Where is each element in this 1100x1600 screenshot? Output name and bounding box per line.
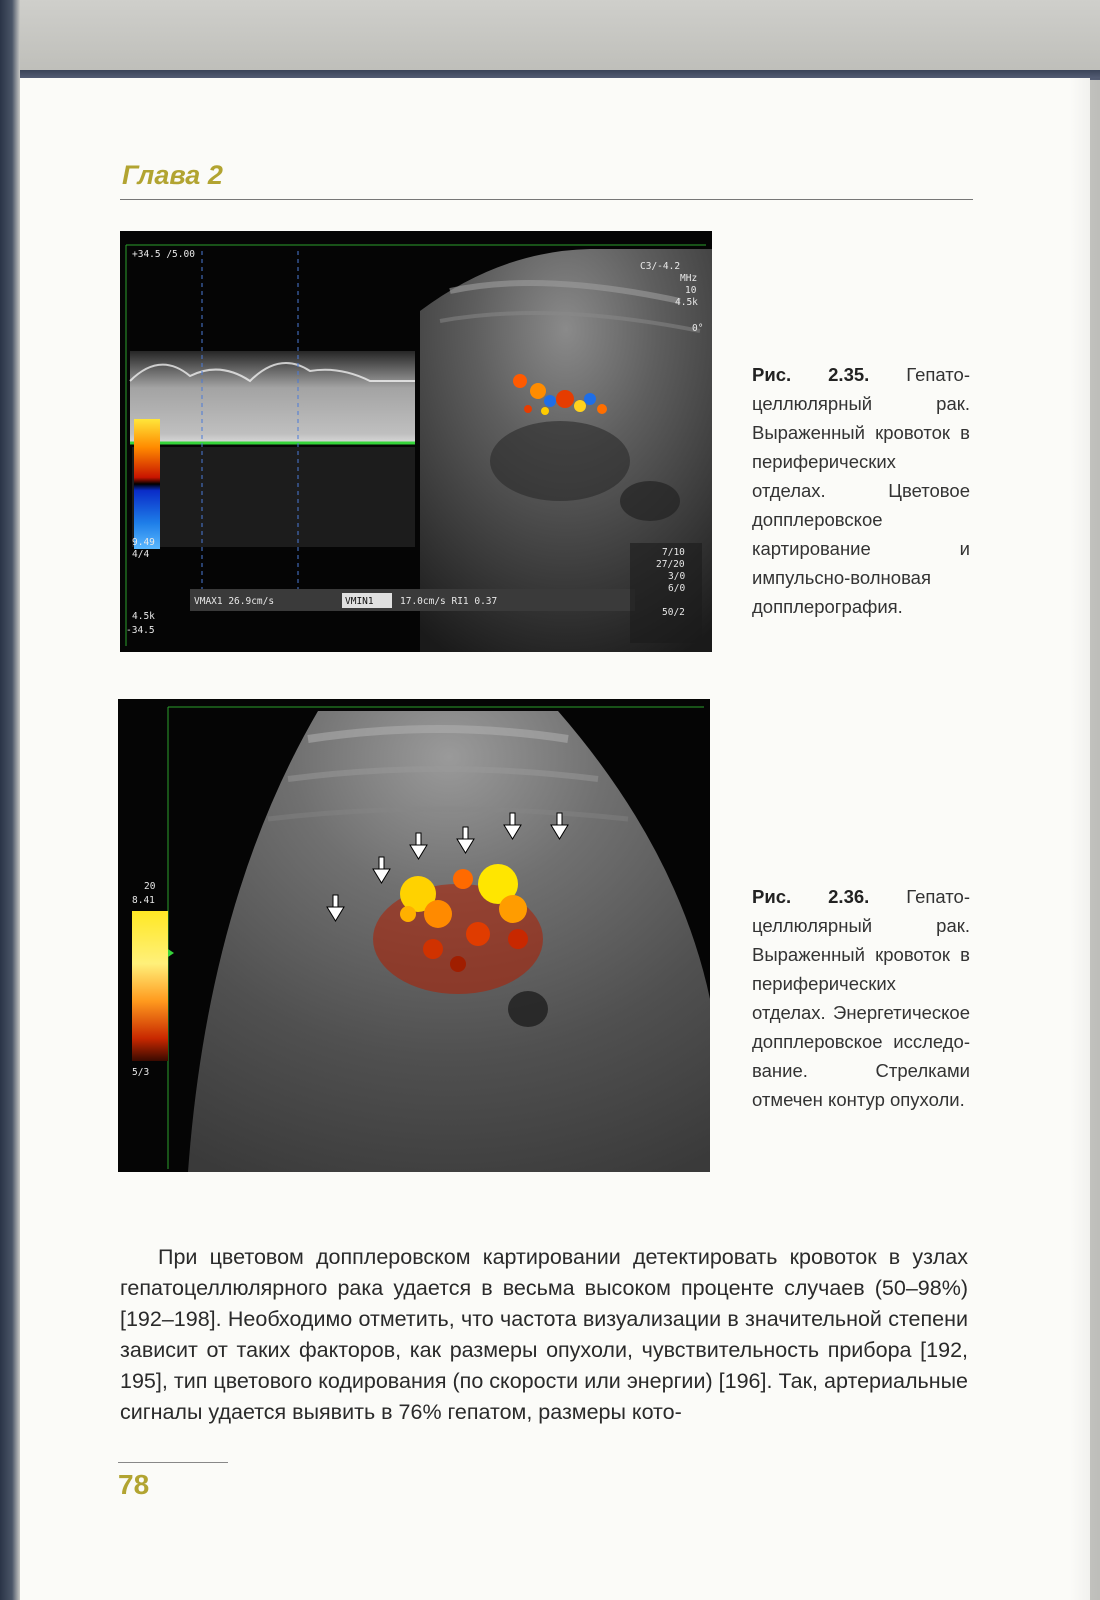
- caption-text: Гепатоцеллюлярный рак. Выраженный кровоток в периферических отделах. Энергетическое допплеровское исследование. Стрелками отмечен контур опухоли.: [752, 886, 970, 1110]
- scale-value-label: 9.49: [132, 537, 155, 548]
- top-scale-label: +34.5 /5.00: [132, 249, 195, 260]
- caption-text: Гепатоцеллюлярный рак. Выраженный кровоток в периферических отделах. Цветовое допплеровское картирование и импульсно-волновая допплерография.: [752, 364, 970, 617]
- doppler-spectral-image: [120, 231, 712, 652]
- prf-label: 4.5k: [132, 611, 155, 622]
- page-number: 78: [118, 1469, 150, 1500]
- figure-2-36-ultrasound: [118, 699, 710, 1172]
- vmin-value: 17.0cm/s RI1 0.37: [400, 596, 498, 607]
- depth-label: 10: [685, 285, 697, 296]
- scale-value-label: 8.41: [132, 895, 155, 906]
- scan-background: [0, 0, 1100, 78]
- bottom-scale-label: -34.5: [126, 625, 155, 636]
- probe-label: C3/-4.2: [640, 261, 681, 272]
- book-cover-edge: [0, 0, 20, 1600]
- scale-ratio-label: 4/4: [132, 549, 150, 560]
- param-1: 7/10: [662, 547, 685, 558]
- footer-rule: [118, 1462, 228, 1463]
- page-shadow: [1070, 78, 1100, 1600]
- param-3: 3/0: [668, 571, 686, 582]
- chapter-heading: Глава 2: [122, 160, 223, 190]
- velocity-color-bar: [134, 419, 160, 549]
- figure-2-35-ultrasound: [120, 231, 712, 652]
- figure-2-36-caption: [752, 882, 970, 1114]
- param-5: 50/2: [662, 607, 685, 618]
- vmin-label: VMIN1: [345, 596, 374, 607]
- figure-2-35-caption: [752, 360, 970, 621]
- param-2: 27/20: [656, 559, 685, 570]
- header-rule: [120, 199, 973, 200]
- scale-top-label: 20: [144, 881, 156, 892]
- angle-label: 0°: [692, 323, 704, 334]
- caption-number: Рис. 2.35.: [752, 364, 870, 385]
- caption-number: Рис. 2.36.: [752, 886, 870, 907]
- scale-bottom-label: 5/3: [132, 1067, 150, 1078]
- body-paragraph: При цветовом допплеровском картировании детектировать кровоток в узлах гепатоцеллюлярного рака удается в весьма высоком проценте случаев (50–98%) [192–198]. Необходимо отметить, что частота визуализации в значительной степени зависит от таких факторов, как размеры опухоли, чувствительность прибора [192, 195], тип цветового кодирования (по скорости или энергии) [196]. Так, артериальные сигналы удается выявить в 76% гепатом, размеры кото-: [120, 1244, 968, 1424]
- mhz-label: MHz: [680, 273, 698, 284]
- vmax-label: VMAX1 26.9cm/s: [194, 596, 275, 607]
- param-4: 6/0: [668, 583, 686, 594]
- power-doppler-image: [118, 699, 710, 1172]
- prf-right-label: 4.5k: [675, 297, 698, 308]
- power-color-bar: [132, 911, 168, 1061]
